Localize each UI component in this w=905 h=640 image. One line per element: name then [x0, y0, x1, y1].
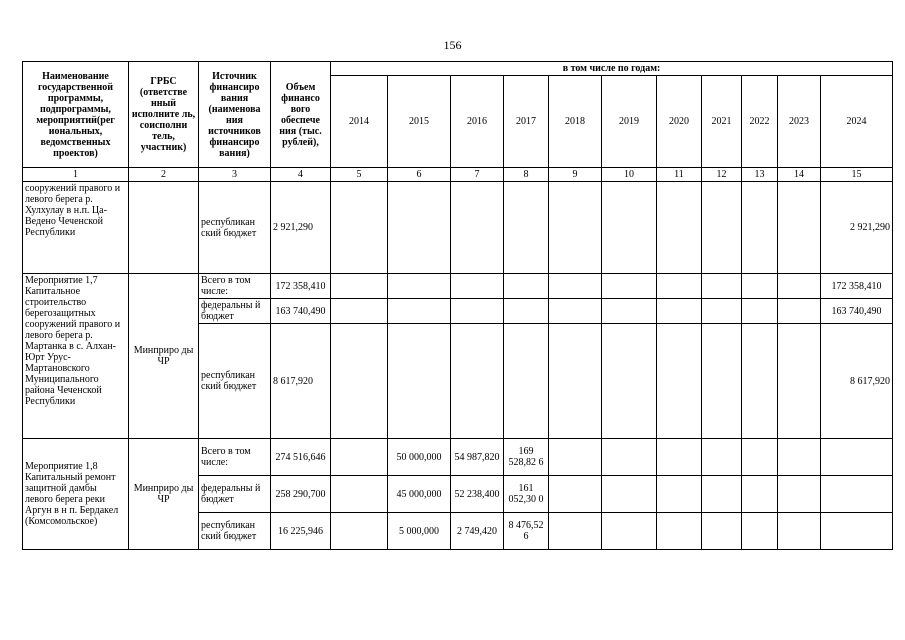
- header-grbs: ГРБС (ответстве нный исполните ль, соисполни тель, участник): [129, 62, 199, 168]
- year-value: [549, 299, 602, 324]
- year-value: [657, 299, 702, 324]
- year-value: [821, 476, 893, 513]
- funding-volume: 16 225,946: [271, 513, 331, 550]
- year-value: [702, 439, 742, 476]
- year-value: [657, 476, 702, 513]
- year-value: [657, 182, 702, 274]
- grbs-cell: [129, 182, 199, 274]
- year-value: [778, 182, 821, 274]
- header-year: 2024: [821, 76, 893, 168]
- year-value: [602, 182, 657, 274]
- year-value: 52 238,400: [451, 476, 504, 513]
- year-value: [331, 299, 388, 324]
- year-value: [388, 299, 451, 324]
- year-value: 8 617,920: [821, 324, 893, 439]
- header-year: 2016: [451, 76, 504, 168]
- column-number: 9: [549, 168, 602, 182]
- header-year: 2020: [657, 76, 702, 168]
- funding-source: Всего в том числе:: [199, 439, 271, 476]
- column-number: 6: [388, 168, 451, 182]
- measure-name: сооружений правого и левого берега р. Хулхулау в н.п. Ца-Ведено Чеченской Республики: [23, 182, 129, 274]
- header-volume: Объем финансо вого обеспече ния (тыс. рублей),: [271, 62, 331, 168]
- year-value: [742, 513, 778, 550]
- header-year: 2018: [549, 76, 602, 168]
- year-value: [657, 324, 702, 439]
- year-value: [702, 476, 742, 513]
- grbs-cell: Минприро ды ЧР: [129, 274, 199, 439]
- year-value: [549, 274, 602, 299]
- year-value: [549, 182, 602, 274]
- year-value: [331, 274, 388, 299]
- grbs-cell: Минприро ды ЧР: [129, 439, 199, 550]
- column-number: 12: [702, 168, 742, 182]
- year-value: 2 921,290: [821, 182, 893, 274]
- header-year: 2022: [742, 76, 778, 168]
- column-number: 14: [778, 168, 821, 182]
- funding-volume: 8 617,920: [271, 324, 331, 439]
- year-value: [549, 476, 602, 513]
- funding-source: республикан ский бюджет: [199, 513, 271, 550]
- year-value: 8 476,52 6: [504, 513, 549, 550]
- funding-source: республикан ский бюджет: [199, 324, 271, 439]
- year-value: [451, 182, 504, 274]
- year-value: [778, 439, 821, 476]
- header-year: 2019: [602, 76, 657, 168]
- year-value: [504, 324, 549, 439]
- year-value: 54 987,820: [451, 439, 504, 476]
- year-value: [331, 513, 388, 550]
- funding-volume: 172 358,410: [271, 274, 331, 299]
- year-value: [778, 274, 821, 299]
- column-number: 15: [821, 168, 893, 182]
- column-number: 10: [602, 168, 657, 182]
- year-value: [778, 324, 821, 439]
- year-value: [742, 439, 778, 476]
- column-number: 7: [451, 168, 504, 182]
- measure-name: Мероприятие 1,8 Капитальный ремонт защитной дамбы левого берега реки Аргун в н п. Бердакел (Комсомольское): [23, 439, 129, 550]
- year-value: [602, 299, 657, 324]
- header-year: 2014: [331, 76, 388, 168]
- year-value: [702, 513, 742, 550]
- year-value: [742, 476, 778, 513]
- budget-table: [22, 61, 893, 550]
- year-value: [451, 299, 504, 324]
- funding-volume: 2 921,290: [271, 182, 331, 274]
- year-value: 172 358,410: [821, 274, 893, 299]
- year-value: [702, 299, 742, 324]
- year-value: [602, 476, 657, 513]
- year-value: [549, 439, 602, 476]
- column-number: 4: [271, 168, 331, 182]
- measure-name: Мероприятие 1,7 Капитальное строительство берегозащитных сооружений правого и левого берега р. Мартанка в с. Алхан-Юрт Урус-Мартановского Муниципального района Чеченской Республики: [23, 274, 129, 439]
- header-year: 2017: [504, 76, 549, 168]
- funding-source: федеральны й бюджет: [199, 299, 271, 324]
- year-value: [742, 274, 778, 299]
- year-value: [388, 182, 451, 274]
- year-value: [702, 324, 742, 439]
- year-value: [702, 274, 742, 299]
- year-value: [504, 299, 549, 324]
- year-value: 5 000,000: [388, 513, 451, 550]
- funding-volume: 258 290,700: [271, 476, 331, 513]
- header-years-group: в том числе по годам:: [331, 62, 893, 76]
- funding-source: федеральны й бюджет: [199, 476, 271, 513]
- funding-source: республикан ский бюджет: [199, 182, 271, 274]
- year-value: [388, 324, 451, 439]
- year-value: [451, 324, 504, 439]
- year-value: [602, 439, 657, 476]
- year-value: [778, 476, 821, 513]
- year-value: [778, 299, 821, 324]
- year-value: [778, 513, 821, 550]
- column-number: 1: [23, 168, 129, 182]
- year-value: [331, 439, 388, 476]
- year-value: [742, 324, 778, 439]
- year-value: [504, 182, 549, 274]
- year-value: [331, 324, 388, 439]
- year-value: [504, 274, 549, 299]
- year-value: 45 000,000: [388, 476, 451, 513]
- year-value: [742, 299, 778, 324]
- year-value: [602, 274, 657, 299]
- year-value: 50 000,000: [388, 439, 451, 476]
- year-value: 163 740,490: [821, 299, 893, 324]
- year-value: [549, 513, 602, 550]
- year-value: [821, 513, 893, 550]
- year-value: [821, 439, 893, 476]
- header-name: Наименование государственной программы, подпрограммы, мероприятий(рег иональных, ведомственных проектов): [23, 62, 129, 168]
- header-year: 2015: [388, 76, 451, 168]
- year-value: [657, 439, 702, 476]
- year-value: [388, 274, 451, 299]
- year-value: [602, 513, 657, 550]
- header-source: Источник финансиро вания (наименова ния источников финансиро вания): [199, 62, 271, 168]
- funding-volume: 274 516,646: [271, 439, 331, 476]
- column-number: 5: [331, 168, 388, 182]
- header-year: 2023: [778, 76, 821, 168]
- year-value: [549, 324, 602, 439]
- year-value: [331, 182, 388, 274]
- year-value: 169 528,82 6: [504, 439, 549, 476]
- column-number: 13: [742, 168, 778, 182]
- year-value: [742, 182, 778, 274]
- header-year: 2021: [702, 76, 742, 168]
- funding-volume: 163 740,490: [271, 299, 331, 324]
- page-number: 156: [443, 38, 462, 52]
- year-value: [451, 274, 504, 299]
- funding-source: Всего в том числе:: [199, 274, 271, 299]
- year-value: 2 749,420: [451, 513, 504, 550]
- year-value: [702, 182, 742, 274]
- column-number: 2: [129, 168, 199, 182]
- column-number: 11: [657, 168, 702, 182]
- column-number: 3: [199, 168, 271, 182]
- year-value: [331, 476, 388, 513]
- year-value: 161 052,30 0: [504, 476, 549, 513]
- year-value: [657, 513, 702, 550]
- year-value: [602, 324, 657, 439]
- column-number: 8: [504, 168, 549, 182]
- year-value: [657, 274, 702, 299]
